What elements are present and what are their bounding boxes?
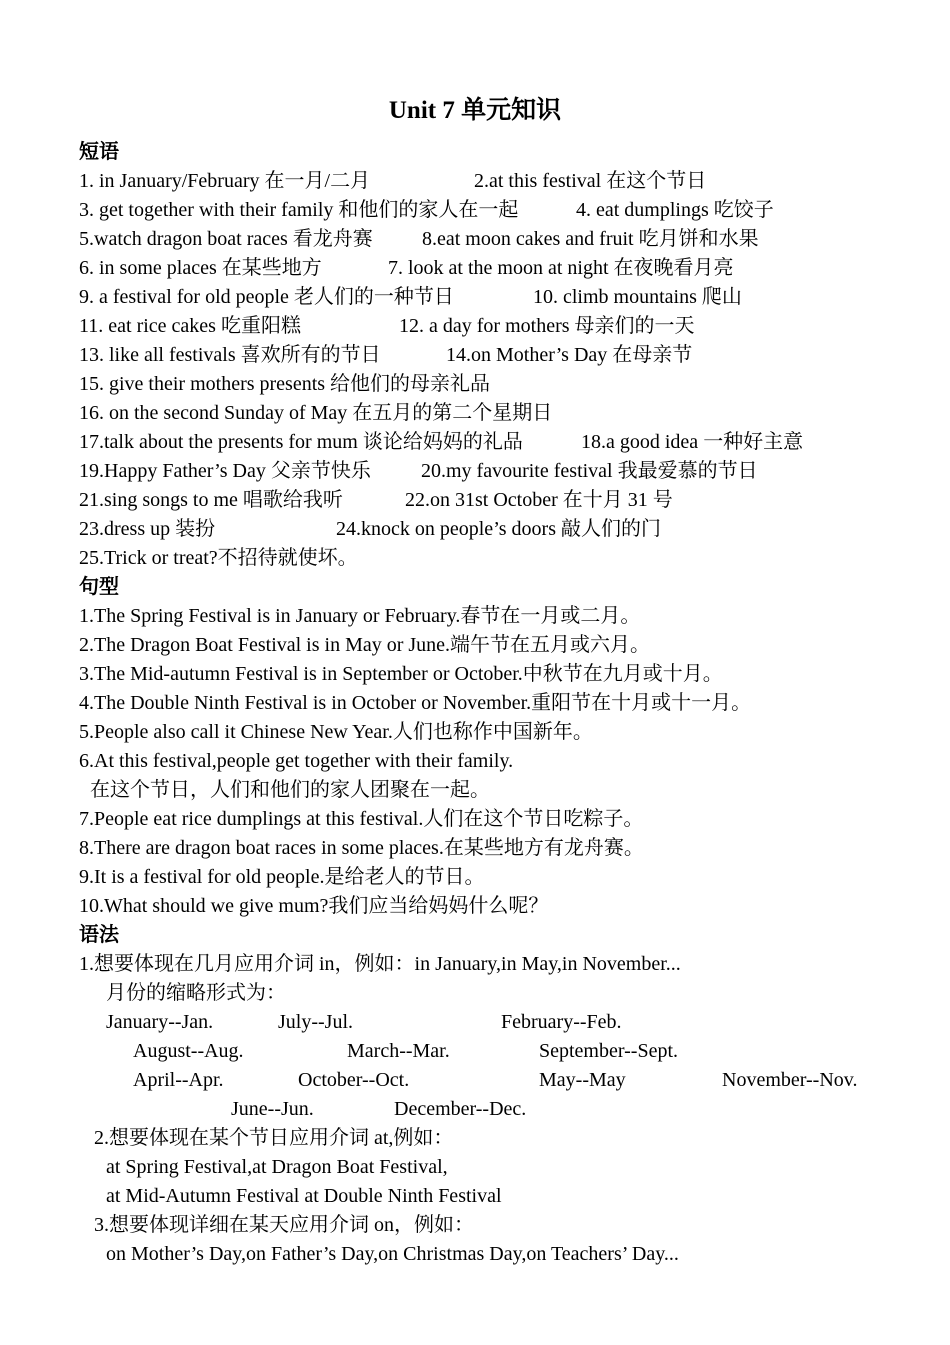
phrase-item: 10. climb mountains 爬山 bbox=[533, 286, 742, 308]
phrase-item: 1. in January/February 在一月/二月 bbox=[79, 170, 371, 192]
month-abbr: April--Apr. bbox=[133, 1069, 224, 1091]
phrase-item: 4. eat dumplings 吃饺子 bbox=[576, 199, 774, 221]
grammar-rule: 3.想要体现详细在某天应用介词 on，例如： bbox=[94, 1214, 474, 1236]
sentence-item: 2.The Dragon Boat Festival is in May or June.端午节在五月或六月。 bbox=[79, 634, 651, 656]
phrase-item: 20.my favourite festival 我最爱慕的节日 bbox=[421, 460, 758, 482]
phrase-item: 22.on 31st October 在十月 31 号 bbox=[405, 489, 673, 511]
sentence-translation: 在这个节日，人们和他们的家人团聚在一起。 bbox=[90, 779, 490, 801]
grammar-rule: 1.想要体现在几月应用介词 in，例如：in January,in May,in November... bbox=[79, 953, 681, 975]
month-abbr: November--Nov. bbox=[722, 1069, 858, 1091]
phrase-item: 24.knock on people’s doors 敲人们的门 bbox=[336, 518, 661, 540]
phrase-item: 6. in some places 在某些地方 bbox=[79, 257, 322, 279]
phrase-item: 9. a festival for old people 老人们的一种节日 bbox=[79, 286, 454, 308]
phrase-item: 15. give their mothers presents 给他们的母亲礼品 bbox=[79, 373, 491, 395]
grammar-example: on Mother’s Day,on Father’s Day,on Christmas Day,on Teachers’ Day... bbox=[106, 1243, 679, 1265]
grammar-note: 月份的缩略形式为： bbox=[106, 982, 286, 1004]
sentence-item: 6.At this festival,people get together with their family. bbox=[79, 750, 514, 772]
sentence-item: 10.What should we give mum?我们应当给妈妈什么呢？ bbox=[79, 895, 549, 917]
month-abbr: March--Mar. bbox=[347, 1040, 450, 1062]
sentence-item: 8.There are dragon boat races in some places.在某些地方有龙舟赛。 bbox=[79, 837, 644, 859]
phrase-item: 14.on Mother’s Day 在母亲节 bbox=[446, 344, 693, 366]
sentences-heading: 句型 bbox=[79, 576, 119, 598]
sentence-item: 9.It is a festival for old people.是给老人的节日。 bbox=[79, 866, 485, 888]
month-abbr: July--Jul. bbox=[278, 1011, 353, 1033]
page-title: Unit 7 单元知识 bbox=[388, 97, 562, 124]
phrase-item: 8.eat moon cakes and fruit 吃月饼和水果 bbox=[422, 228, 759, 250]
phrase-item: 21.sing songs to me 唱歌给我听 bbox=[79, 489, 343, 511]
phrase-item: 19.Happy Father’s Day 父亲节快乐 bbox=[79, 460, 371, 482]
phrase-item: 12. a day for mothers 母亲们的一天 bbox=[399, 315, 695, 337]
month-abbr: June--Jun. bbox=[231, 1098, 314, 1120]
grammar-heading: 语法 bbox=[79, 924, 119, 946]
sentence-item: 1.The Spring Festival is in January or February.春节在一月或二月。 bbox=[79, 605, 641, 627]
phrase-item: 7. look at the moon at night 在夜晚看月亮 bbox=[388, 257, 734, 279]
phrase-item: 23.dress up 装扮 bbox=[79, 518, 216, 540]
phrase-item: 2.at this festival 在这个节日 bbox=[474, 170, 707, 192]
phrase-item: 17.talk about the presents for mum 谈论给妈妈的礼品 bbox=[79, 431, 523, 453]
sentence-item: 7.People eat rice dumplings at this festival.人们在这个节日吃粽子。 bbox=[79, 808, 644, 830]
phrases-heading: 短语 bbox=[79, 141, 119, 163]
grammar-example: at Spring Festival,at Dragon Boat Festival, bbox=[106, 1156, 448, 1178]
phrase-item: 18.a good idea 一种好主意 bbox=[581, 431, 804, 453]
grammar-example: at Mid-Autumn Festival at Double Ninth Festival bbox=[106, 1185, 502, 1207]
phrase-item: 25.Trick or treat?不招待就使坏。 bbox=[79, 547, 358, 569]
month-abbr: August--Aug. bbox=[133, 1040, 244, 1062]
phrase-item: 16. on the second Sunday of May 在五月的第二个星期日 bbox=[79, 402, 553, 424]
phrase-item: 3. get together with their family 和他们的家人在一起 bbox=[79, 199, 519, 221]
sentence-item: 3.The Mid-autumn Festival is in September or October.中秋节在九月或十月。 bbox=[79, 663, 723, 685]
phrase-item: 11. eat rice cakes 吃重阳糕 bbox=[79, 315, 301, 337]
month-abbr: May--May bbox=[539, 1069, 626, 1091]
sentence-item: 4.The Double Ninth Festival is in October or November.重阳节在十月或十一月。 bbox=[79, 692, 752, 714]
phrase-item: 5.watch dragon boat races 看龙舟赛 bbox=[79, 228, 373, 250]
month-abbr: October--Oct. bbox=[298, 1069, 410, 1091]
month-abbr: January--Jan. bbox=[106, 1011, 214, 1033]
month-abbr: February--Feb. bbox=[501, 1011, 622, 1033]
phrase-item: 13. like all festivals 喜欢所有的节日 bbox=[79, 344, 381, 366]
grammar-rule: 2.想要体现在某个节日应用介词 at,例如： bbox=[94, 1127, 454, 1149]
month-abbr: December--Dec. bbox=[394, 1098, 527, 1120]
month-abbr: September--Sept. bbox=[539, 1040, 679, 1062]
sentence-item: 5.People also call it Chinese New Year.人们也称作中国新年。 bbox=[79, 721, 593, 743]
